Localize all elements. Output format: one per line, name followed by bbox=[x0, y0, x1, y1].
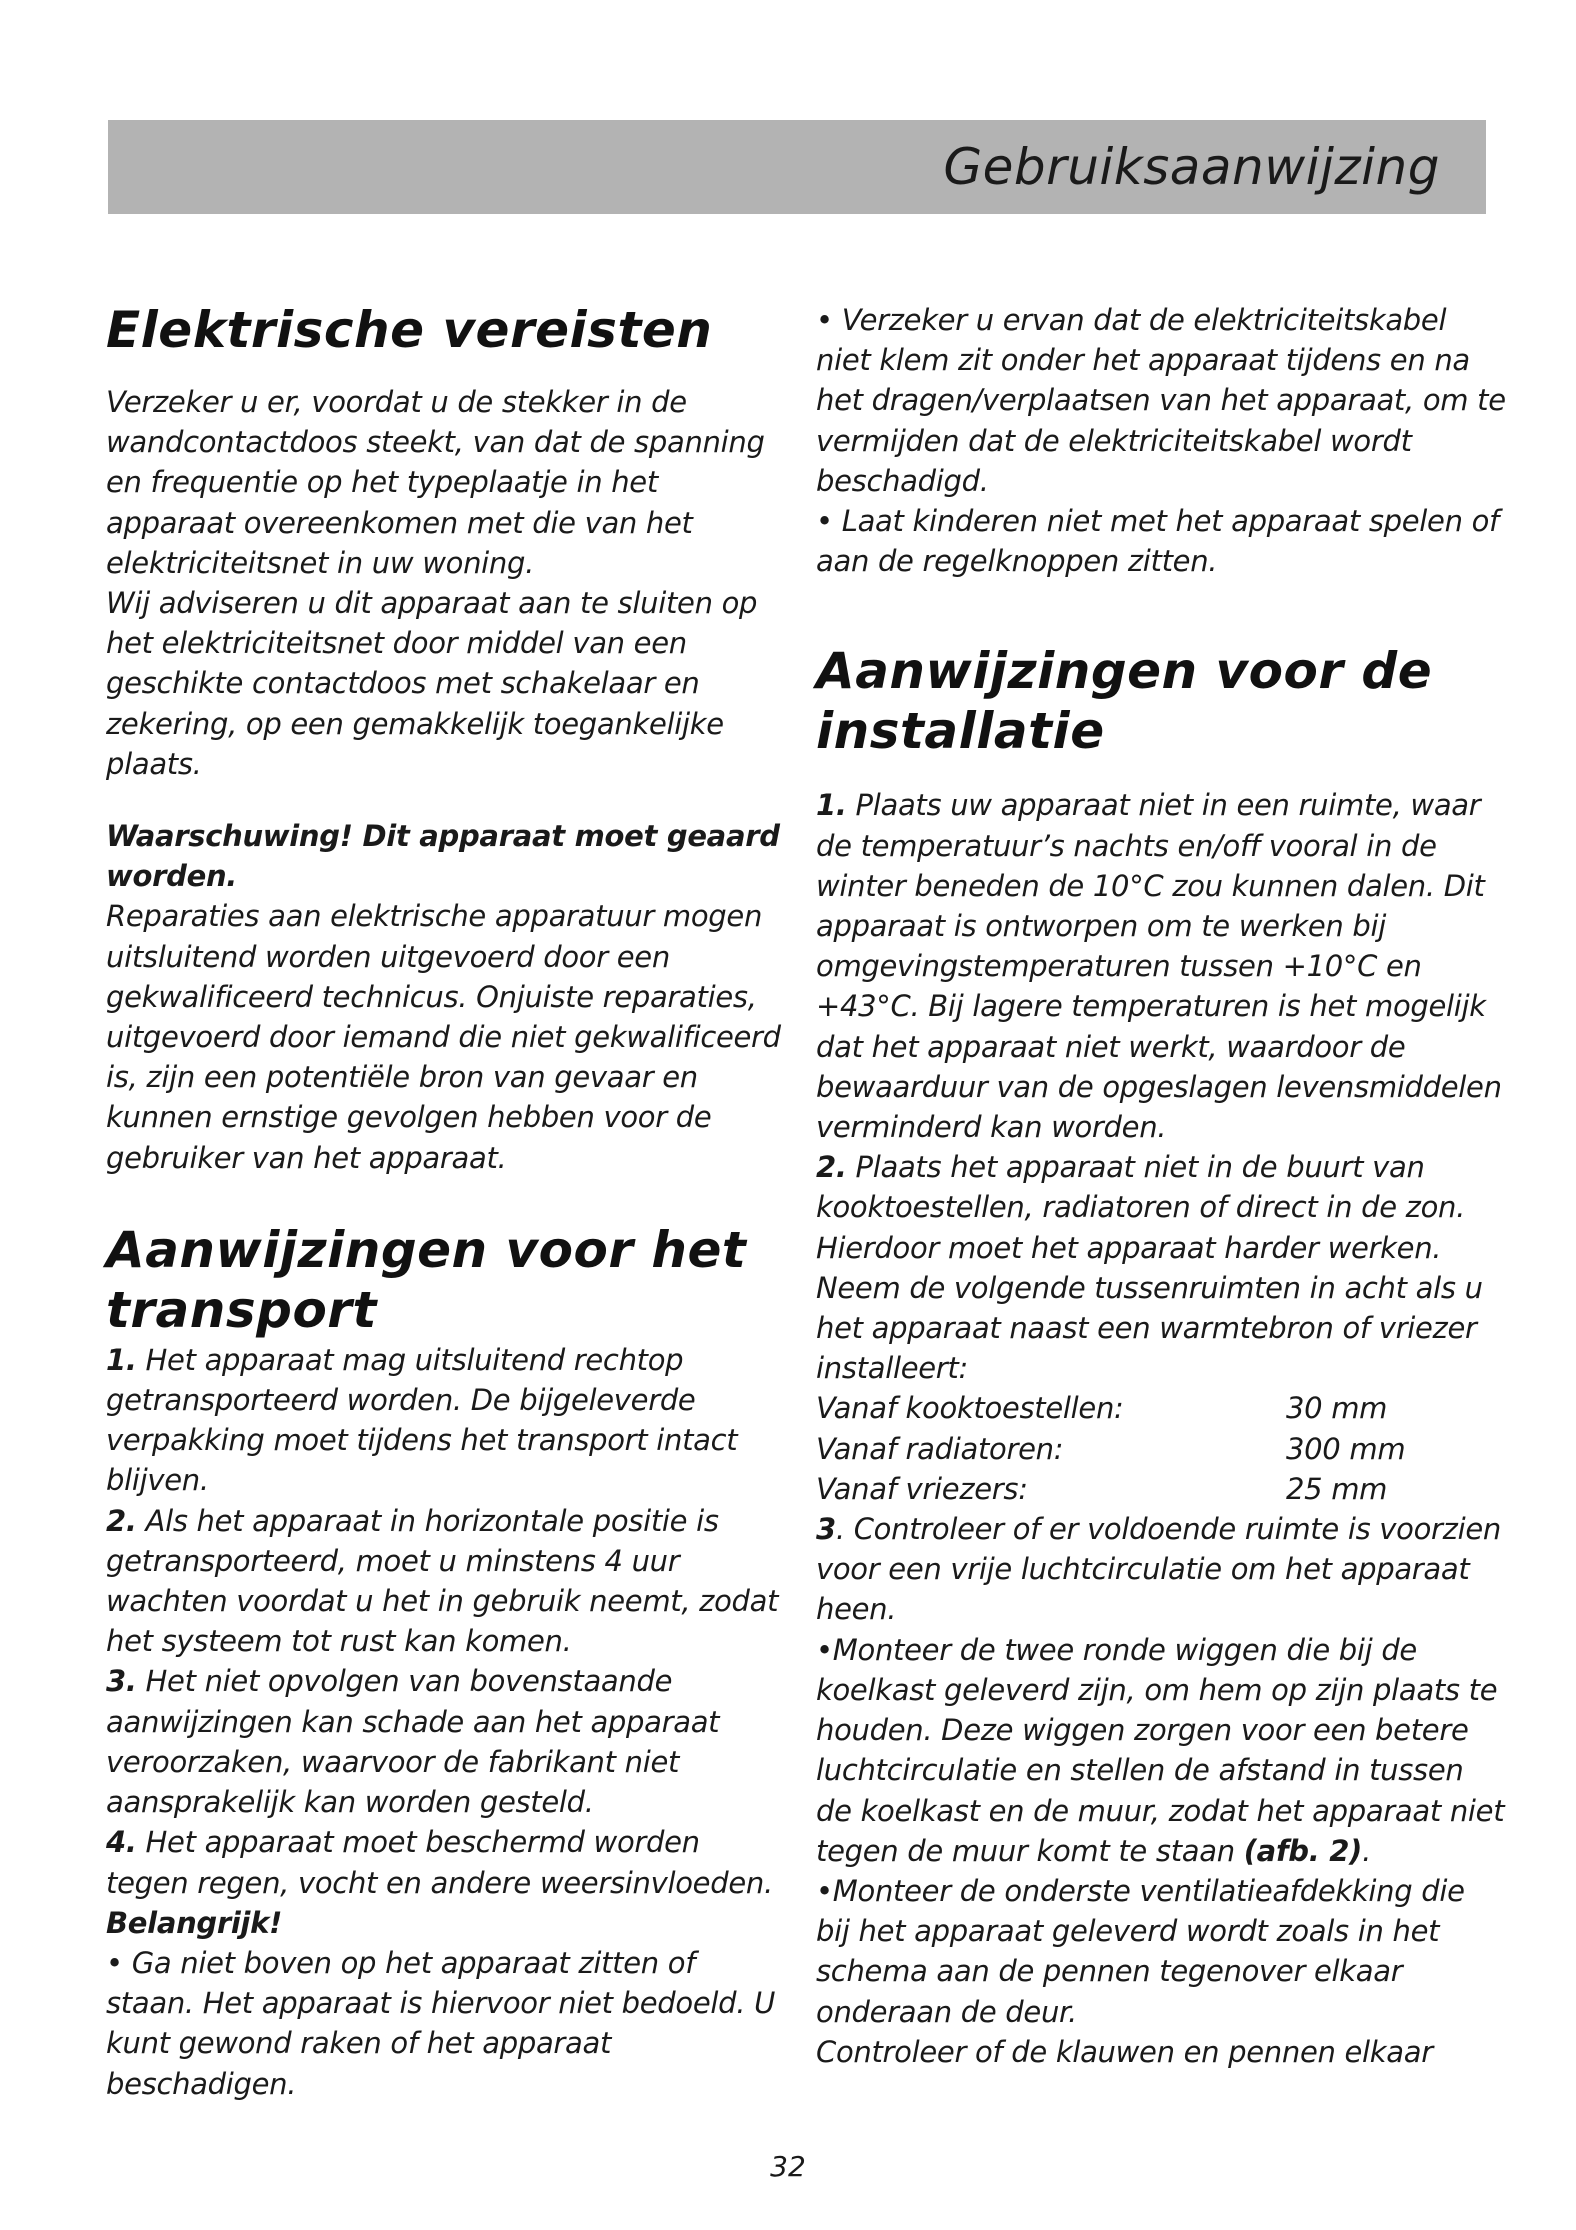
item-text: Als het apparaat in horizontale positie is getransporteerd, moet u minstens 4 uur wachten voordat u het in gebruik neemt, zodat het systeem tot rust kan komen. bbox=[106, 1503, 779, 1659]
heading-transport: Aanwijzingen voor het transport bbox=[106, 1220, 747, 1339]
bullet-ventilation: •Monteer de onderste ventilatieafdekking die bij het apparaat geleverd wordt zoals in het schema aan de pennen tegenover elkaar onderaan de deur. bbox=[816, 1873, 1465, 2029]
distance-label: Vanaf kooktoestellen: bbox=[816, 1391, 1124, 1426]
distance-row bbox=[816, 1469, 1506, 1509]
right-column bbox=[816, 300, 1506, 2072]
header-title: Gebruiksaanwijzing bbox=[943, 138, 1440, 196]
item-number: 4. bbox=[106, 1825, 137, 1860]
important-label: Belangrijk! bbox=[106, 1905, 283, 1940]
item-number: 3 bbox=[816, 1512, 836, 1547]
figure-reference: (afb. 2) bbox=[1243, 1833, 1363, 1868]
installation-item-3 bbox=[816, 1509, 1506, 1630]
paragraph-voltage: Verzeker u er, voordat u de stekker in de wandcontactdoos steekt, van dat de spanning en frequentie op het typeplaatje in het apparaat overeenkomen met die van het elektriciteitsnet in uw woning. bbox=[106, 385, 765, 580]
distance-value: 300 mm bbox=[1286, 1431, 1406, 1466]
bullet-wedges-text: •Monteer de twee ronde wiggen die bij de koelkast geleverd zijn, om hem op zijn plaats te houden. Deze wiggen zorgen voor een betere luchtcirculatie en stellen de afstand in tussen de koelkast en de muur, zodat het apparaat niet tegen de muur komt te staan bbox=[816, 1632, 1505, 1868]
item-number: 2. bbox=[106, 1503, 137, 1538]
item-text: Plaats uw apparaat niet in een ruimte, waar de temperatuur’s nachts en/off vooral in de winter beneden de 10°C zou kunnen dalen. Dit apparaat is ontworpen om te werken bij omgevingstemperaturen tussen +10°C en +43°C. Bij lagere temperaturen is het mogelijk dat het apparaat niet werkt, waardoor de bewaarduur van de opgeslagen levensmiddelen verminderd kan worden. bbox=[816, 788, 1502, 1145]
distance-label: Vanaf vriezers: bbox=[816, 1471, 1028, 1506]
transport-item-1 bbox=[106, 1340, 786, 1501]
item-text: Het apparaat moet beschermd worden tegen regen, vocht en andere weersinvloeden. bbox=[106, 1825, 773, 1900]
bullet-cable: • Verzeker u ervan dat de elektriciteitskabel niet klem zit onder het apparaat tijdens en na het dragen/verplaatsen van het apparaat, om te vermijden dat de elektriciteitskabel wordt beschadigd. bbox=[816, 303, 1506, 498]
item-text: Het apparaat mag uitsluitend rechtop getransporteerd worden. De bijgeleverde verpakking moet tijdens het transport intact blijven. bbox=[106, 1342, 738, 1498]
distance-value: 25 mm bbox=[1286, 1471, 1388, 1506]
item-number: 3. bbox=[106, 1664, 137, 1699]
bullet-wedges bbox=[816, 1630, 1506, 1871]
transport-item-3 bbox=[106, 1661, 786, 1822]
installation-item-1 bbox=[816, 785, 1506, 1147]
distance-label: Vanaf radiatoren: bbox=[816, 1431, 1064, 1466]
item-number: 1. bbox=[816, 788, 847, 823]
paragraph-check-claws: Controleer of de klauwen en pennen elkaar bbox=[816, 2034, 1433, 2069]
bullet-children: • Laat kinderen niet met het apparaat spelen of aan de regelknoppen zitten. bbox=[816, 504, 1499, 579]
heading-installation: Aanwijzingen voor de installatie bbox=[816, 642, 1433, 761]
bullet-wedges-end: . bbox=[1362, 1833, 1371, 1868]
header-bar bbox=[108, 120, 1486, 214]
item-text: . Controleer of er voldoende ruimte is voorzien voor een vrije luchtcirculatie om het apparaat heen. bbox=[816, 1512, 1501, 1627]
distance-row bbox=[816, 1429, 1506, 1469]
distance-value: 30 mm bbox=[1286, 1391, 1388, 1426]
transport-item-4 bbox=[106, 1822, 786, 1902]
transport-item-2 bbox=[106, 1501, 786, 1662]
warning-grounding: Waarschuwing! Dit apparaat moet geaard worden. bbox=[106, 819, 780, 894]
item-text: Plaats het apparaat niet in de buurt van kooktoestellen, radiatoren of direct in de zon. Hierdoor moet het apparaat harder werken. Neem de volgende tussenruimten in acht als u het apparaat naast een warmtebron of vriezer installeert: bbox=[816, 1150, 1483, 1386]
installation-item-2 bbox=[816, 1147, 1506, 1388]
paragraph-repairs: Reparaties aan elektrische apparatuur mogen uitsluitend worden uitgevoerd door een gekwalificeerd technicus. Onjuiste reparaties, uitgevoerd door iemand die niet gekwalificeerd is, zijn een potentiële bron van gevaar en kunnen ernstige gevolgen hebben voor de gebruiker van het apparaat. bbox=[106, 899, 781, 1175]
item-number: 2. bbox=[816, 1150, 847, 1185]
distance-row bbox=[816, 1388, 1506, 1428]
item-number: 1. bbox=[106, 1342, 137, 1377]
page-number: 32 bbox=[770, 2150, 806, 2183]
item-text: Het niet opvolgen van bovenstaande aanwijzingen kan schade aan het apparaat veroorzaken, waarvoor de fabrikant niet aansprakelijk kan worden gesteld. bbox=[106, 1664, 720, 1820]
bullet-do-not-sit: • Ga niet boven op het apparaat zitten of staan. Het apparaat is hiervoor niet bedoeld. U kunt gewond raken of het apparaat beschadigen. bbox=[106, 1945, 776, 2101]
paragraph-connection: Wij adviseren u dit apparaat aan te sluiten op het elektriciteitsnet door middel van een geschikte contactdoos met schakelaar en zekering, op een gemakkelijk toegankelijke plaats. bbox=[106, 586, 758, 781]
heading-electrical-requirements: Elektrische vereisten bbox=[106, 301, 713, 359]
left-column bbox=[106, 300, 786, 2104]
